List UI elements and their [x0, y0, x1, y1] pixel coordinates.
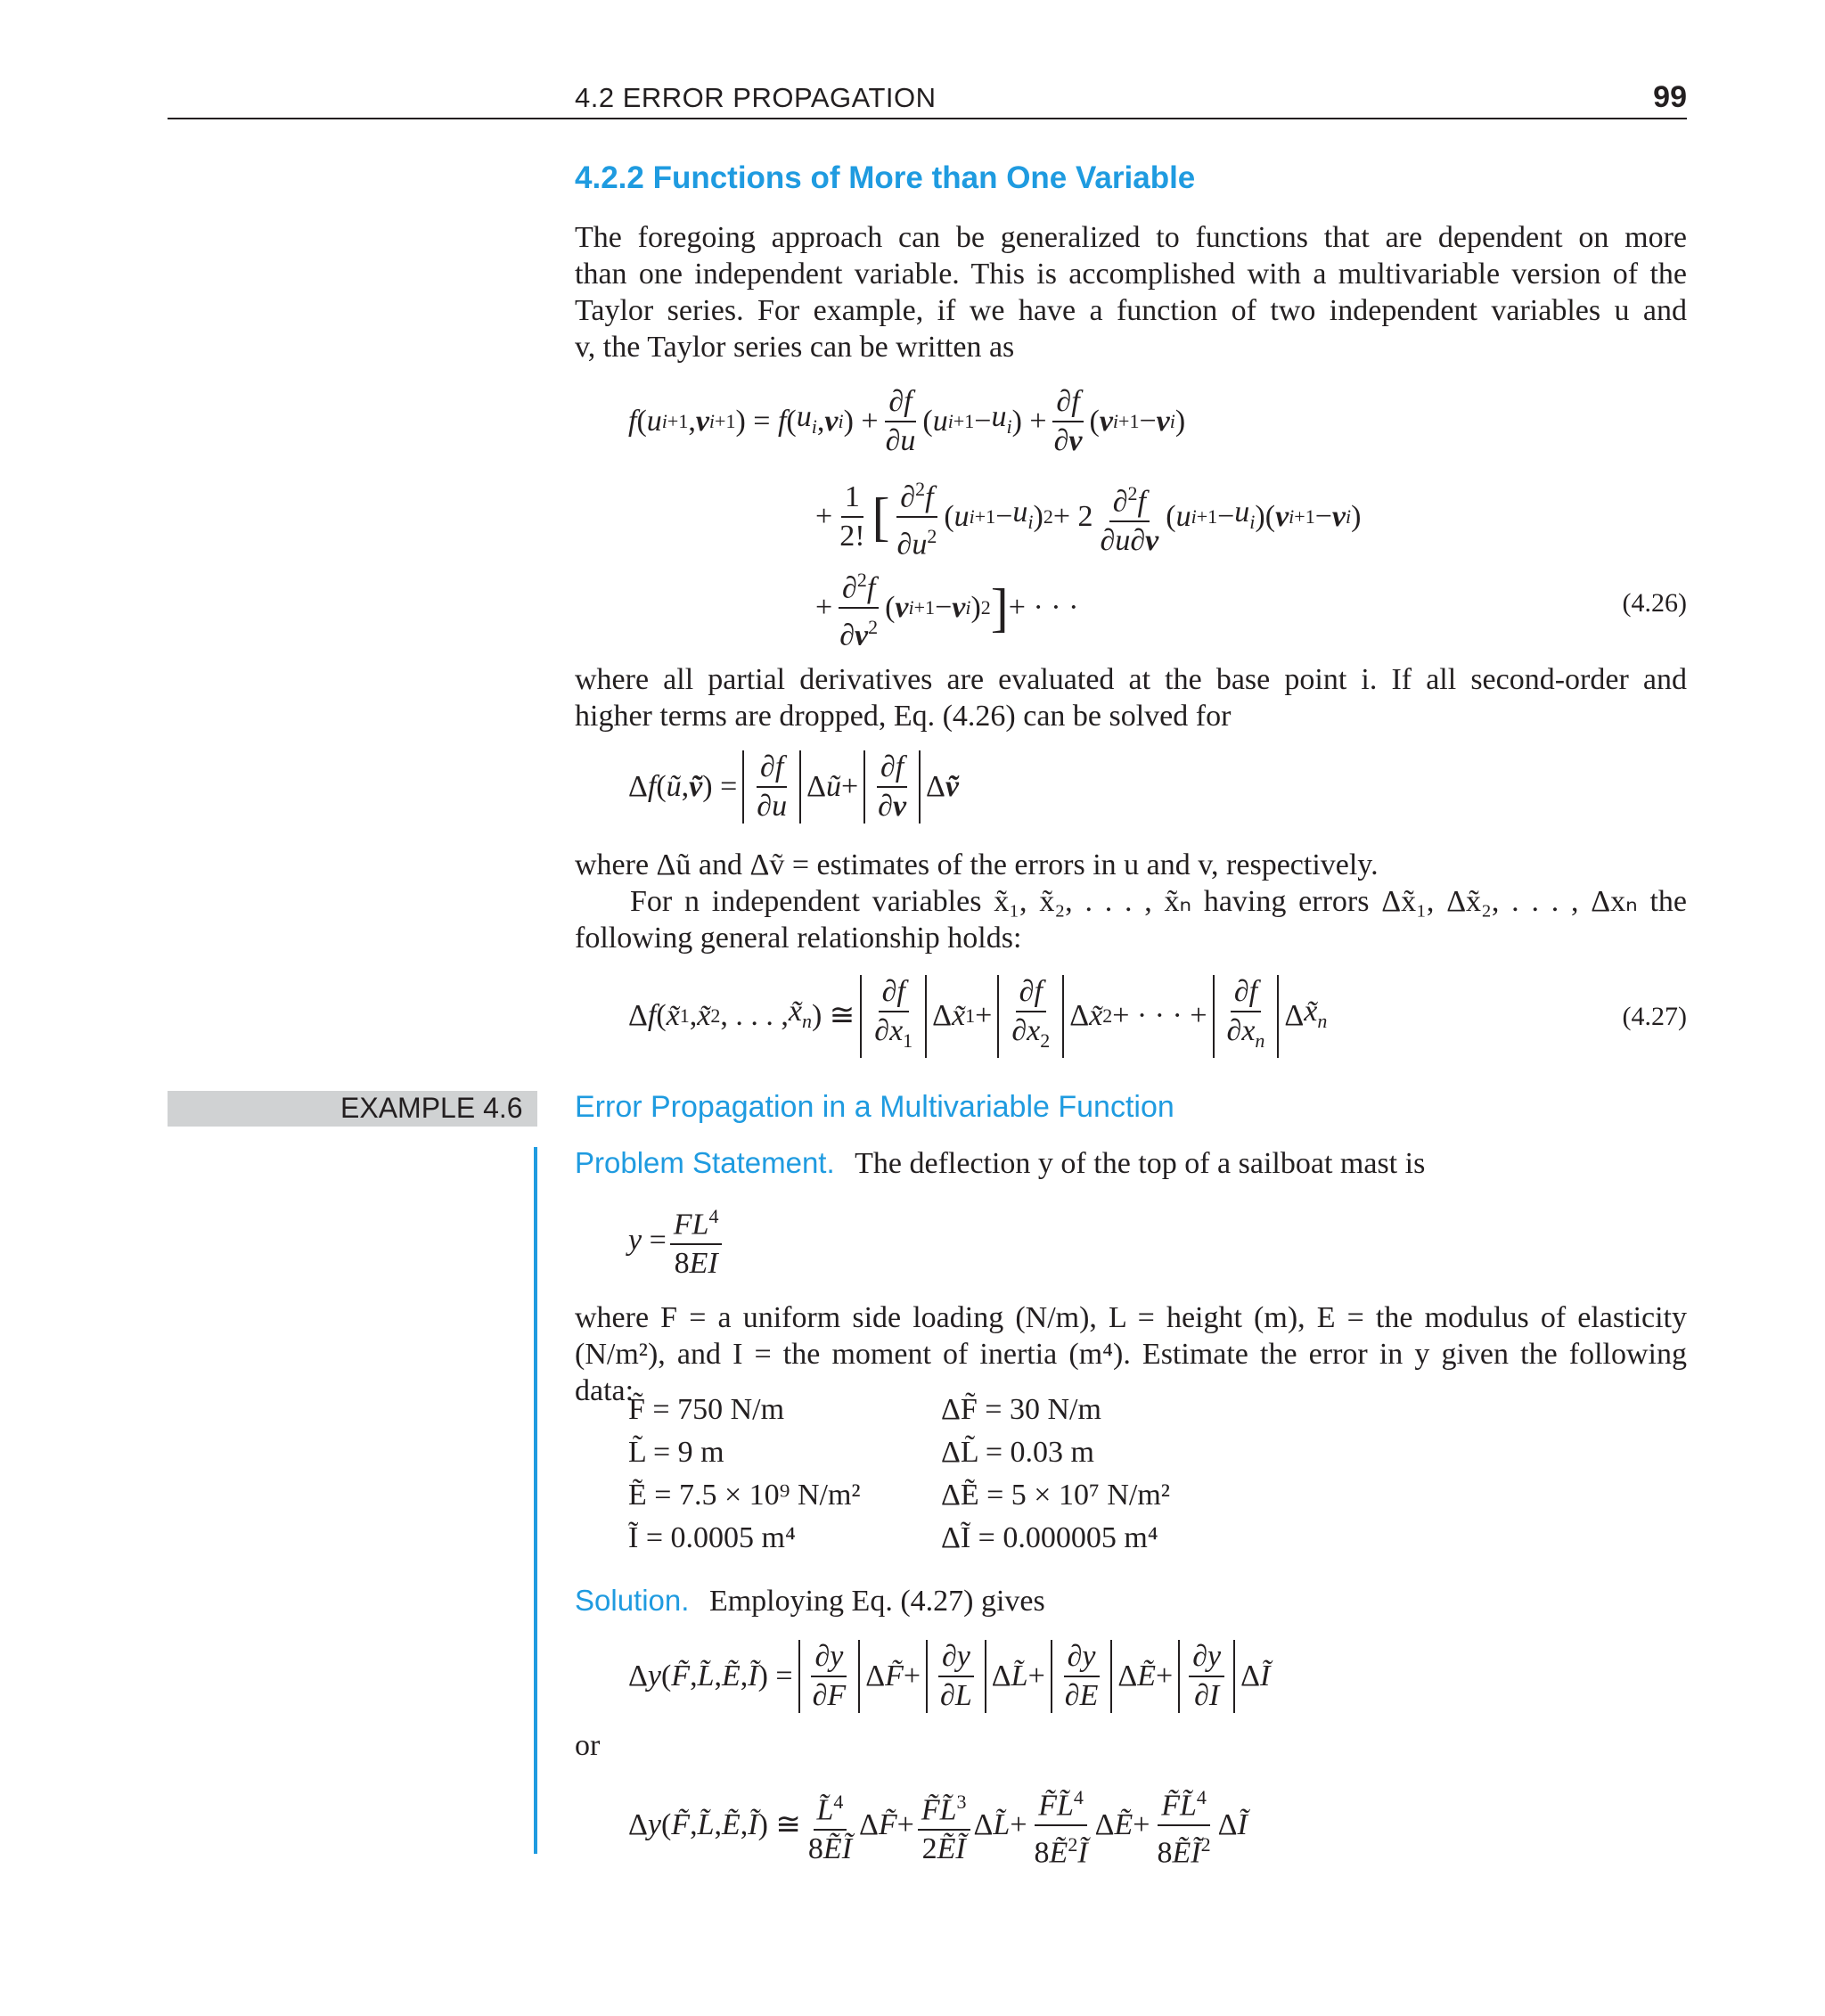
- paragraph-estimates: [575, 847, 1687, 883]
- paragraph-line: For n independent variables x̃₁, x̃₂, . . . , x̃ₙ having errors Δx̃₁, Δx̃₂, . . . , Δxₙ the: [630, 885, 1687, 918]
- example-label: EXAMPLE 4.6: [340, 1092, 523, 1124]
- paragraph-line: following general relationship holds:: [575, 922, 1022, 955]
- paragraph-line: Taylor series. For example, if we have a function of two independent variables u and: [575, 294, 1687, 327]
- equation-4-27: Δ f ( x̃ 1 , x̃ 2 , . . . , $x̃_n$ ) ≅ $\frac{\partial f}{\partial x_1}$ Δ x̃ 1 + $\frac{\partial f}{\partial x_2}$ Δ x̃ 2 + · · · + $\frac{\partial f}{\partial x_n}$ Δ $x̃_n$: [628, 975, 1327, 1058]
- paragraph-line: The foregoing approach can be generalized to functions that are dependent on more: [575, 221, 1687, 254]
- running-header: 4.2 ERROR PROPAGATION: [575, 82, 937, 113]
- paragraph-intro: [575, 219, 1687, 365]
- solution-statement: [575, 1584, 1045, 1619]
- equation-4-26-line3: + $\frac{\partial^2f}{\partial v^2}$ ( v i +1 − v i ) 2 ] + · · ·: [815, 563, 1078, 653]
- given-error: ΔẼ = 5 × 10⁷ N/m²: [941, 1479, 1170, 1512]
- paragraph-partials: [575, 661, 1687, 734]
- example-side-rule: [534, 1147, 537, 1854]
- paragraph-line: (N/m²), and I = the moment of inertia (m⁴). Estimate the error in y given the following data:: [575, 1338, 1687, 1407]
- given-value: L̃ = 9 m: [628, 1436, 724, 1469]
- problem-statement: [575, 1146, 1425, 1181]
- given-data-right: [941, 1389, 1170, 1560]
- example-title: Error Propagation in a Multivariable Function: [575, 1090, 1174, 1124]
- paragraph-line: than one independent variable. This is accomplished with a multivariable version of the: [575, 258, 1687, 291]
- equation-4-26-line2: + $\frac{1}{2!}$ [ $\frac{\partial^2f}{\partial u^2}$ ( u i +1 − $u_i$ ) 2 + 2 $\frac{\partial^2f}{\partial u\partial v}$ ( u i +1 − $u_i$ )( v i +1 − v i ): [815, 472, 1361, 562]
- equation-number: (4.27): [1622, 1002, 1687, 1031]
- paragraph-line: higher terms are dropped, Eq. (4.26) can be solved for: [575, 700, 1232, 733]
- paragraph-general: [575, 883, 1687, 956]
- or-text: or: [575, 1729, 601, 1762]
- section-title: 4.2.2 Functions of More than One Variable: [575, 160, 1196, 195]
- paragraph-line: where F = a uniform side loading (N/m), L = height (m), E = the modulus of elasticity: [575, 1301, 1687, 1334]
- equation-number: (4.26): [1622, 588, 1687, 618]
- equation-error-two-variables: Δ f ( ũ , ṽ ) = $\frac{\partial f}{\partial u}$ Δ ũ + $\frac{\partial f}{\partial v}$ Δ ṽ: [628, 750, 959, 823]
- solution-text: Employing Eq. (4.27) gives: [708, 1585, 1045, 1618]
- given-error: ΔL̃ = 0.03 m: [941, 1436, 1094, 1469]
- page-number: 99: [1653, 80, 1687, 114]
- equation-4-26-line1: f ( u i +1 , v i +1 ) = f ( $u_i$ , v i ) + $\frac{\partial f}{\partial u}$ ( u i +1 − $u_i$ ) + $\frac{\partial f}{\partial v}$ ( v i +1 − v i ): [628, 385, 1186, 457]
- paragraph-line: v, the Taylor series can be written as: [575, 331, 1015, 364]
- equation-deflection: y = $\frac{FL^4}{8EI}$: [628, 1200, 725, 1281]
- given-data-left: [628, 1389, 861, 1560]
- solution-heading: Solution.: [575, 1584, 690, 1617]
- problem-text: The deflection y of the top of a sailboat mast is: [855, 1147, 1426, 1180]
- given-value: Ẽ = 7.5 × 10⁹ N/m²: [628, 1479, 861, 1512]
- paragraph-line: where all partial derivatives are evaluated at the base point i. If all second-order and: [575, 663, 1687, 696]
- paragraph-line: where Δũ and Δṽ = estimates of the errors in u and v, respectively.: [575, 848, 1379, 881]
- header-rule: [168, 118, 1687, 119]
- given-error: ΔĨ = 0.000005 m⁴: [941, 1521, 1158, 1554]
- given-error: ΔF̃ = 30 N/m: [941, 1393, 1101, 1426]
- given-value: F̃ = 750 N/m: [628, 1393, 785, 1426]
- given-value: Ĩ = 0.0005 m⁴: [628, 1521, 796, 1554]
- equation-error-deflection-expanded: Δ y ( F̃ , L̃ , Ẽ , Ĩ ) ≅ $\frac{L̃^4}{\text{8ẼĨ}}$ Δ F̃ + $\frac{F̃L̃^3}{\text{2ẼĨ}}$ Δ L̃ + $\frac{F̃L̃^4}{8Ẽ^2Ĩ}$ Δ Ẽ + $\frac{F̃L̃^4}{8ẼĨ^2}$ Δ Ĩ: [628, 1781, 1248, 1871]
- problem-heading: Problem Statement.: [575, 1146, 835, 1179]
- equation-error-deflection: Δ y ( F̃ , L̃ , Ẽ , Ĩ ) = $\frac{\partial y}{\partial F}$ Δ F̃ + $\frac{\partial y}{\partial L}$ Δ L̃ + $\frac{\partial y}{\partial E}$ Δ Ẽ + $\frac{\partial y}{\partial I}$ Δ Ĩ: [628, 1640, 1271, 1712]
